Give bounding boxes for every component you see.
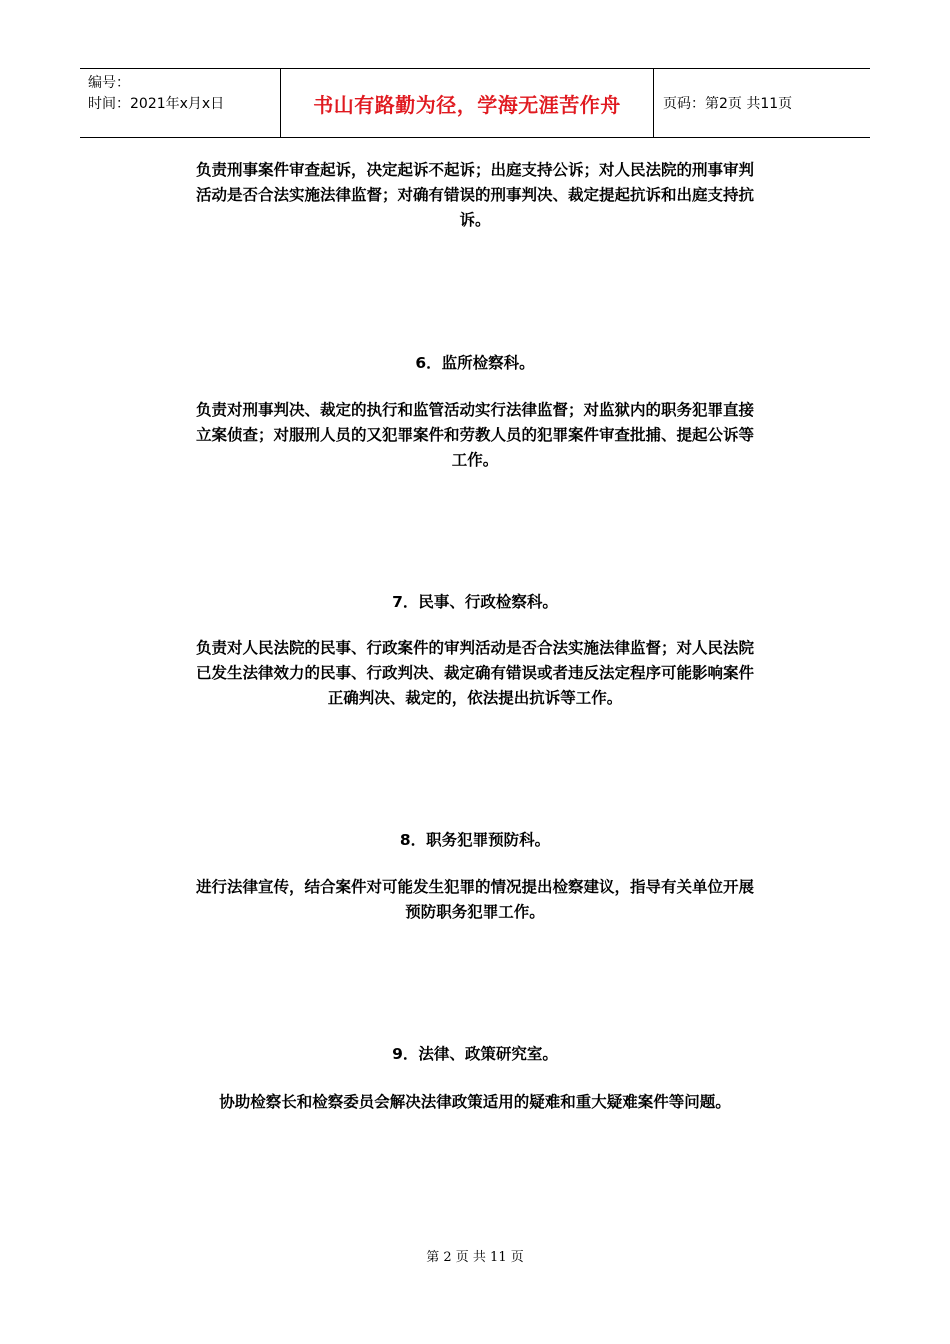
paragraph-line: 诉。	[459, 211, 491, 229]
section-heading-7: 7．民事、行政检察科。	[392, 593, 558, 611]
header-motto: 书山有路勤为径，学海无涯苦作舟	[281, 69, 654, 137]
page-header	[80, 68, 870, 138]
paragraph-line: 活动是否合法实施法律监督；对确有错误的刑事判决、裁定提起抗诉和出庭支持抗	[195, 186, 754, 204]
paragraph-line: 负责对刑事判决、裁定的执行和监管活动实行法律监督；对监狱内的职务犯罪直接	[195, 401, 754, 419]
paragraph-prison-inspection	[140, 398, 810, 473]
document-time-label: 时间：2021年x月x日	[88, 96, 225, 112]
header-meta	[80, 69, 281, 137]
section-heading-8: 8．职务犯罪预防科。	[399, 831, 551, 849]
paragraph-line: 正确判决、裁定的，依法提出抗诉等工作。	[327, 689, 623, 707]
paragraph-line: 负责对人民法院的民事、行政案件的审判活动是否合法实施法律监督；对人民法院	[195, 639, 754, 657]
paragraph-civil-administrative	[140, 636, 810, 711]
section-heading-6: 6．监所检察科。	[415, 354, 535, 372]
paragraph-prosecution	[140, 158, 810, 233]
paragraph-policy-research	[140, 1090, 810, 1115]
paragraph-line: 进行法律宣传，结合案件对可能发生犯罪的情况提出检察建议，指导有关单位开展	[195, 878, 754, 896]
paragraph-line: 协助检察长和检察委员会解决法律政策适用的疑难和重大疑难案件等问题。	[219, 1093, 731, 1111]
page-footer: 第 2 页 共 11 页	[426, 1250, 524, 1265]
paragraph-line: 工作。	[451, 451, 499, 469]
paragraph-line: 立案侦查；对服刑人员的又犯罪案件和劳教人员的犯罪案件审查批捕、提起公诉等	[195, 426, 754, 444]
paragraph-line: 预防职务犯罪工作。	[405, 903, 545, 921]
section-heading-9: 9．法律、政策研究室。	[392, 1045, 558, 1063]
paragraph-line: 已发生法律效力的民事、行政判决、裁定确有错误或者违反法定程序可能影响案件	[195, 664, 754, 682]
header-page-label: 页码：第2页 共11页	[663, 96, 793, 112]
paragraph-line: 负责刑事案件审查起诉，决定起诉不起诉；出庭支持公诉；对人民法院的刑事审判	[195, 161, 754, 179]
paragraph-crime-prevention	[140, 875, 810, 925]
document-number-label: 编号：	[88, 75, 130, 91]
